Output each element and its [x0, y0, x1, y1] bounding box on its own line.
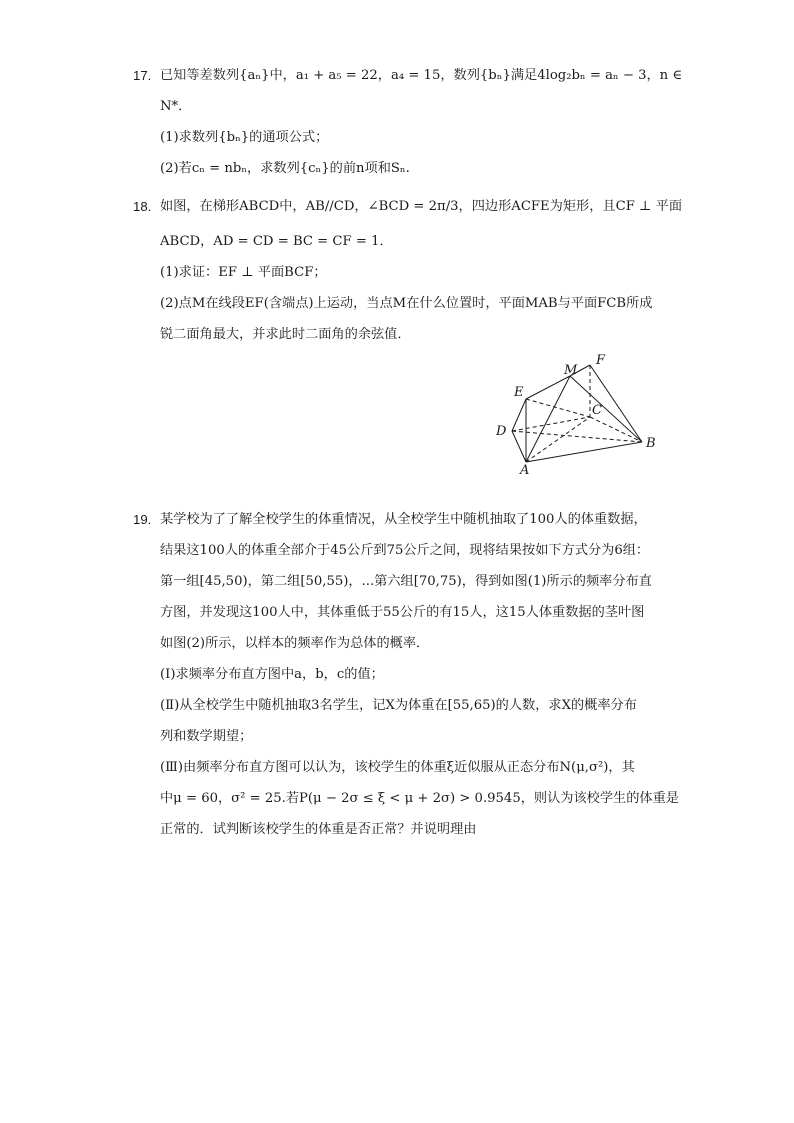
question-17-stem: 已知等差数列{aₙ}中，a₁ + a₅ = 22，a₄ = 15，数列{bₙ}满足4log₂bₙ = aₙ − 3，n ∈ [160, 68, 683, 83]
question-19-part-3-end: 正常的．试判断该校学生的体重是否正常？并说明理由 [160, 822, 477, 837]
question-19-part-2: (Ⅱ)从全校学生中随机抽取3名学生，记X为体重在[55,65)的人数，求X的概率分布 [160, 698, 637, 713]
question-19-part-1: (Ⅰ)求频率分布直方图中a，b，c的值； [160, 667, 384, 682]
question-18-stem: 如图，在梯形ABCD中，AB//CD，∠BCD = 2π/3，四边形ACFE为矩形，且CF ⊥ 平面 [160, 199, 683, 214]
label-A: A [520, 463, 530, 477]
question-17-part-1: (1)求数列{bₙ}的通项公式； [160, 130, 329, 145]
label-E: E [514, 385, 524, 400]
question-19-number: 19. [133, 512, 152, 527]
question-19-part-3-cont: 中μ = 60，σ² = 25.若P(μ − 2σ ≤ ξ < μ + 2σ) > 0.9545，则认为该校学生的体重是 [160, 791, 679, 806]
edge-DC [512, 417, 590, 431]
question-17-stem-cont: N*． [160, 99, 192, 114]
question-18-number: 18. [133, 199, 152, 214]
edge-DA [512, 431, 526, 462]
question-18-part-1: (1)求证：EF ⊥ 平面BCF； [160, 265, 327, 280]
question-19-part-3: (Ⅲ)由频率分布直方图可以认为，该校学生的体重ξ近似服从正态分布N(μ,σ²)，其 [160, 760, 635, 775]
label-B: B [646, 436, 656, 451]
edge-AC [526, 417, 590, 462]
question-17-number: 17. [133, 68, 152, 83]
question-19-stem-5: 如图(2)所示，以样本的频率作为总体的概率． [160, 636, 430, 651]
question-19-part-2-cont: 列和数学期望； [160, 729, 253, 744]
question-19-stem-4: 方图，并发现这100人中，其体重低于55公斤的有15人，这15人体重数据的茎叶图 [160, 605, 645, 620]
edge-MA [526, 376, 570, 462]
question-18-part-2: (2)点M在线段EF(含端点)上运动，当点M在什么位置时，平面MAB与平面FCB所成 [160, 296, 653, 311]
edge-EM [526, 376, 570, 399]
geometry-figure [490, 352, 670, 477]
edge-AB [526, 442, 642, 462]
question-19-stem-2: 结果这100人的体重全部介于45公斤到75公斤之间，现将结果按如下方式分为6组： [160, 543, 650, 558]
label-D: D [496, 424, 507, 439]
edge-MB [570, 376, 642, 442]
edge-EC [526, 399, 590, 417]
label-M: M [564, 363, 578, 378]
question-19-stem-3: 第一组[45,50)，第二组[50,55)，...第六组[70,75)，得到如图(1)所示的频率分布直 [160, 574, 652, 589]
question-18-stem-cont: ABCD，AD = CD = BC = CF = 1． [160, 234, 393, 249]
question-17-part-2: (2)若cₙ = nbₙ，求数列{cₙ}的前n项和Sₙ. [160, 161, 410, 176]
label-C: C [592, 403, 602, 418]
edge-DE [512, 399, 526, 431]
question-19-stem-1: 某学校为了了解全校学生的体重情况，从全校学生中随机抽取了100人的体重数据， [160, 512, 647, 527]
label-F: F [596, 353, 606, 368]
question-18-part-2-cont: 锐二面角最大，并求此时二面角的余弦值． [160, 327, 411, 342]
